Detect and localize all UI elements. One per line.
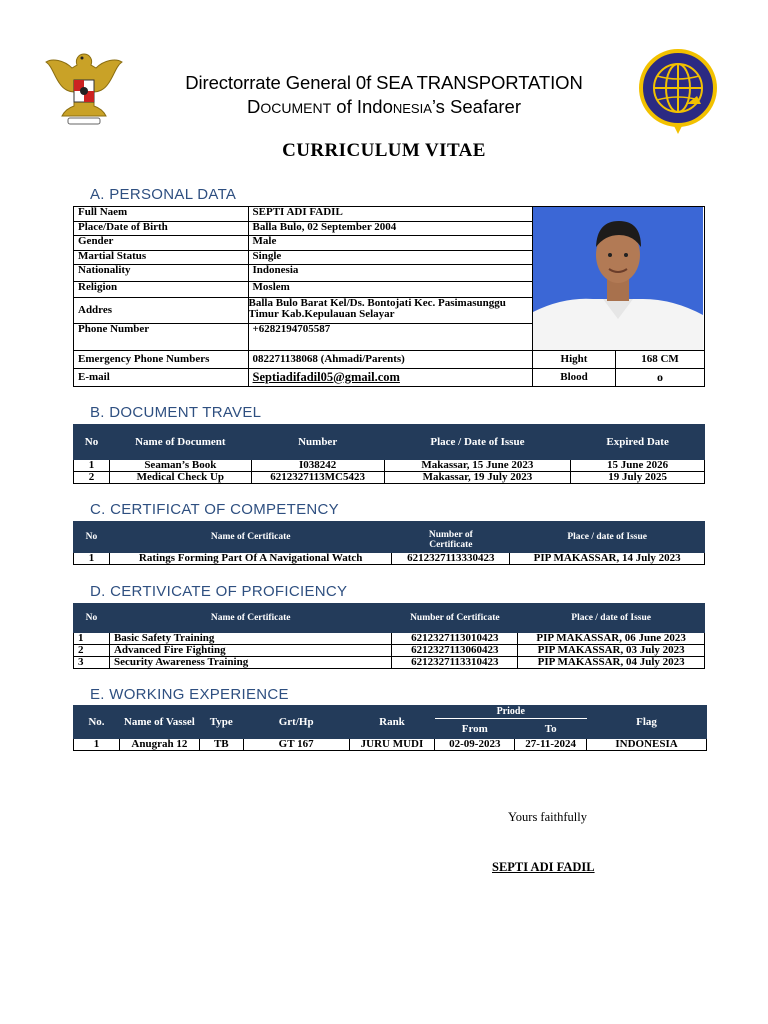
table-row: Gender Male — [74, 236, 705, 251]
table-header-row: No Name of Certificate Number of Certificate Place / date of Issue — [74, 522, 705, 553]
personal-data-table — [73, 206, 705, 387]
header-title-line1: Directorrate General 0f SEA TRANSPORTATION — [185, 72, 583, 93]
table-row: Religion Moslem — [74, 281, 705, 298]
table-row: 1 Basic Safety Training 6212327113010423 PIP MAKASSAR, 06 June 2023 — [74, 633, 705, 645]
table-row: Addres Balla Bulo Barat Kel/Ds. Bontojati Kec. Pasimasunggu Timur Kab.Kepulauan Selayar — [74, 298, 705, 324]
table-row: 1 Ratings Forming Part Of A Navigational Watch 6212327113330423 PIP MAKASSAR, 14 July 2023 — [74, 553, 705, 565]
header-title-line2: DOCUMENT of IndoNESIA’s Seafarer — [246, 96, 521, 117]
table-row: Full Naem SEPTI ADI FADIL — [74, 207, 705, 222]
table-row: E-mail Septiadifadil05@gmail.com Blood o — [74, 369, 705, 387]
table-row: Martial Status Single — [74, 250, 705, 265]
proficiency-table — [73, 603, 705, 669]
email-link[interactable]: Septiadifadil05@gmail.com — [252, 369, 400, 384]
section-personal-data: A. PERSONAL DATA — [90, 186, 237, 203]
document-title: CURRICULUM VITAE — [282, 140, 486, 161]
working-experience-table — [73, 705, 707, 751]
table-header-row: No. Name of Vassel Type Grt/Hp Rank Priode Flag — [74, 706, 707, 719]
closing-text: Yours faithfully — [508, 810, 587, 824]
profile-photo — [533, 207, 705, 351]
table-row: 1 Anugrah 12 TB GT 167 JURU MUDI 02-09-2023 27-11-2024 INDONESIA — [74, 739, 707, 751]
section-working-experience: E. WORKING EXPERIENCE — [90, 686, 289, 703]
table-row: 1 Seaman’s Book I038242 Makassar, 15 June 2023 15 June 2026 — [74, 460, 705, 472]
table-row: 2 Advanced Fire Fighting 6212327113060423 PIP MAKASSAR, 03 July 2023 — [74, 645, 705, 657]
competency-table — [73, 521, 705, 565]
section-competency: C. CERTIFICAT OF COMPETENCY — [90, 501, 339, 518]
section-proficiency: D. CERTIVICATE OF PROFICIENCY — [90, 583, 348, 600]
table-header-row: From To — [74, 719, 707, 739]
person-photo-icon — [533, 207, 703, 350]
table-header-row: No Name of Certificate Number of Certificate Place / date of Issue — [74, 604, 705, 633]
table-row: 3 Security Awareness Training 6212327113310423 PIP MAKASSAR, 04 July 2023 — [74, 657, 705, 669]
table-row: Place/Date of Birth Balla Bulo, 02 September 2004 — [74, 221, 705, 236]
table-row: 2 Medical Check Up 6212327113MC5423 Makassar, 19 July 2023 19 July 2025 — [74, 472, 705, 484]
table-row: Phone Number +6282194705587 — [74, 324, 705, 351]
table-row: Emergency Phone Numbers 082271138068 (Ahmadi/Parents) Hight 168 CM — [74, 351, 705, 369]
table-row: Nationality Indonesia — [74, 265, 705, 282]
section-document-travel: B. DOCUMENT TRAVEL — [90, 404, 262, 421]
table-header-row: No Name of Document Number Place / Date of Issue Expired Date — [74, 425, 705, 460]
document-travel-table — [73, 424, 705, 484]
signatory-name: SEPTI ADI FADIL — [492, 860, 595, 874]
